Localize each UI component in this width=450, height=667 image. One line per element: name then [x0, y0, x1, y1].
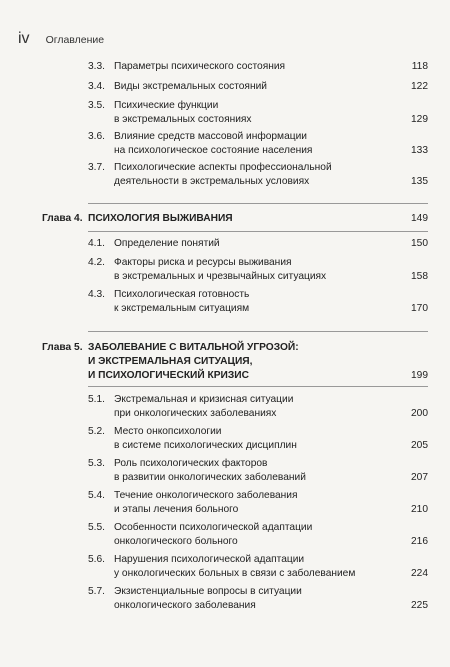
entry-title-line: Психологическая готовность	[114, 289, 250, 300]
entry-number: 5.5.	[88, 522, 105, 533]
entry-title-line: Экзистенциальные вопросы в ситуации	[114, 586, 302, 597]
entry-number: 5.2.	[88, 426, 105, 437]
entry-title-line: Нарушения психологической адаптации	[114, 554, 305, 565]
entry-number: 5.1.	[88, 394, 105, 405]
entry-number: 3.5.	[88, 100, 105, 111]
entry-title-line: в экстремальных и чрезвычайных ситуациях	[114, 271, 327, 282]
entry-page: 158	[411, 271, 428, 282]
entry-title-line: Влияние средств массовой информации	[114, 131, 307, 142]
entry-number: 3.4.	[88, 81, 105, 92]
chapter-label: Глава 5.	[42, 342, 83, 353]
entry-title-line: в экстремальных состояниях	[114, 114, 252, 125]
chapter-title-line: И ПСИХОЛОГИЧЕСКИЙ КРИЗИС	[88, 370, 249, 381]
entry-page: 150	[411, 238, 428, 249]
section-divider	[88, 231, 428, 232]
section-divider	[88, 203, 428, 204]
chapter-page: 149	[411, 213, 428, 224]
entry-number: 5.7.	[88, 586, 105, 597]
entry-title-line: деятельности в экстремальных условиях	[114, 176, 310, 187]
section-divider	[88, 386, 428, 387]
entry-title-line: у онкологических больных в связи с заболеванием	[114, 568, 356, 579]
entry-title-line: при онкологических заболеваниях	[114, 408, 277, 419]
entry-page: 133	[411, 145, 428, 156]
entry-title-line: Факторы риска и ресурсы выживания	[114, 257, 292, 268]
entry-title-line: и этапы лечения больного	[114, 504, 239, 515]
entry-page: 122	[411, 81, 428, 92]
entry-page: 170	[411, 303, 428, 314]
entry-page: 225	[411, 600, 428, 611]
entry-title-line: Психические функции	[114, 100, 219, 111]
entry-page: 129	[411, 114, 428, 125]
entry-number: 4.1.	[88, 238, 105, 249]
page-number-label: iv	[18, 30, 30, 47]
chapter-label: Глава 4.	[42, 213, 83, 224]
entry-number: 5.3.	[88, 458, 105, 469]
entry-title-line: Экстремальная и кризисная ситуации	[114, 394, 294, 405]
entry-title-line: к экстремальным ситуациям	[114, 303, 250, 314]
entry-title: Виды экстремальных состояний	[114, 81, 267, 92]
entry-title-line: онкологического заболевания	[114, 600, 256, 611]
entry-title-line: в системе психологических дисциплин	[114, 440, 297, 451]
chapter-title-line: ЗАБОЛЕВАНИЕ С ВИТАЛЬНОЙ УГРОЗОЙ:	[88, 342, 299, 353]
entry-title-line: Место онкопсихологии	[114, 426, 222, 437]
entry-title: Параметры психического состояния	[114, 61, 286, 72]
entry-number: 5.6.	[88, 554, 105, 565]
entry-title-line: в развитии онкологических заболеваний	[114, 472, 306, 483]
entry-page: 216	[411, 536, 428, 547]
entry-page: 224	[411, 568, 428, 579]
entry-page: 207	[411, 472, 428, 483]
chapter-page: 199	[411, 370, 428, 381]
entry-number: 4.2.	[88, 257, 105, 268]
chapter-title: ПСИХОЛОГИЯ ВЫЖИВАНИЯ	[88, 213, 233, 224]
entry-title-line: Особенности психологической адаптации	[114, 522, 313, 533]
entry-page: 135	[411, 176, 428, 187]
entry-title-line: Роль психологических факторов	[114, 458, 268, 469]
entry-title-line: на психологическое состояние населения	[114, 145, 313, 156]
entry-title-line: Психологические аспекты профессиональной	[114, 162, 332, 173]
entry-number: 4.3.	[88, 289, 105, 300]
entry-page: 210	[411, 504, 428, 515]
entry-page: 118	[411, 61, 428, 72]
entry-number: 3.6.	[88, 131, 105, 142]
entry-number: 3.3.	[88, 61, 105, 72]
entry-number: 3.7.	[88, 162, 105, 173]
entry-page: 200	[411, 408, 428, 419]
chapter-title-line: И ЭКСТРЕМАЛЬНАЯ СИТУАЦИЯ,	[88, 356, 253, 367]
running-title: Оглавление	[45, 34, 105, 46]
entry-title-line: онкологического больного	[114, 536, 238, 547]
entry-title: Определение понятий	[114, 238, 220, 249]
page-header	[18, 30, 104, 48]
entry-title-line: Течение онкологического заболевания	[114, 490, 298, 501]
section-divider	[88, 331, 428, 332]
entry-page: 205	[411, 440, 428, 451]
entry-number: 5.4.	[88, 490, 105, 501]
